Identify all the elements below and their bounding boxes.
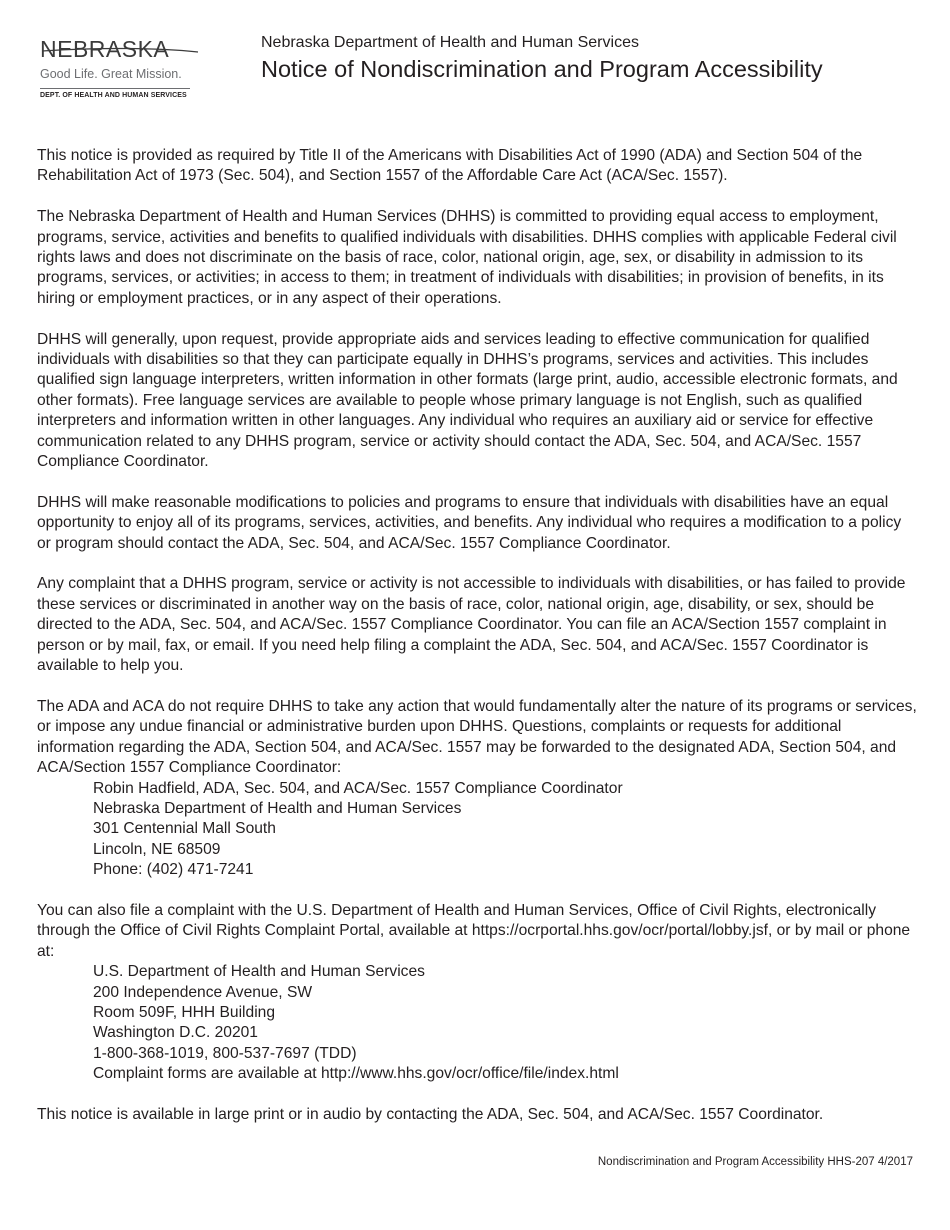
logo-divider: [40, 88, 190, 89]
logo-dept-name: DEPT. OF HEALTH AND HUMAN SERVICES: [40, 92, 187, 99]
dhhs-logo: [40, 36, 200, 99]
address-line: U.S. Department of Health and Human Services: [93, 963, 425, 981]
ocr-address: [37, 962, 917, 1084]
address-line: 200 Independence Avenue, SW: [93, 983, 313, 1001]
address-line: Room 509F, HHH Building: [93, 1003, 276, 1021]
paragraph-burden: The ADA and ACA do not require DHHS to take any action that would fundamentally alter the nature of its programs or services, or impose any undue financial or administrative burden upon DHHS. Questions, complaints or requests for additional information regarding the ADA, Section 504, and ACA/Sec. 1557 may be forwarded to the designated ADA, Section 504, and ACA/Section 1557 Compliance Coordinator:: [37, 697, 917, 777]
address-phone: Phone: (402) 471-7241: [93, 861, 254, 879]
header-department: Nebraska Department of Health and Human Services: [261, 34, 639, 51]
coordinator-address: [37, 779, 917, 881]
logo-swoosh-icon: [40, 44, 200, 58]
logo-wordmark: NEBRASKA: [40, 36, 169, 62]
complaint-forms-link: Complaint forms are available at http://www.hhs.gov/ocr/office/file/index.html: [93, 1065, 619, 1083]
address-line: 301 Centennial Mall South: [93, 820, 276, 838]
paragraph-modifications: DHHS will make reasonable modifications to policies and programs to ensure that individuals with disabilities have an equal opportunity to enjoy all of its programs, services, activities, and benefits. Any individual who requires a modification to a policy or program should contact the ADA, Sec. 504, and ACA/Sec. 1557 Compliance Coordinator.: [37, 493, 902, 552]
paragraph-closing: This notice is available in large print or in audio by contacting the ADA, Sec. 504, and ACA/Sec. 1557 Coordinator.: [37, 1105, 824, 1123]
form-footer: Nondiscrimination and Program Accessibility HHS-207 4/2017: [597, 1156, 913, 1168]
page-header: [261, 33, 823, 84]
address-line: Washington D.C. 20201: [93, 1024, 258, 1042]
paragraph-intro: This notice is provided as required by Title II of the Americans with Disabilities Act of 1990 (ADA) and Section 504 of the Rehabilitation Act of 1973 (Sec. 504), and Section 1557 of the Affordable Care Act (ACA/Sec. 1557).: [37, 147, 863, 185]
paragraph-complaints: Any complaint that a DHHS program, service or activity is not accessible to individuals with disabilities, or has failed to provide these services or discriminated in another way on the basis of race, color, national origin, age, disability, or sex, should be directed to the ADA, Sec. 504, and ACA/Sec. 1557 Compliance Coordinator. You can file an ACA/Section 1557 complaint in person or by mail, fax, or email. If you need help filing a complaint the ADA, Sec. 504, and ACA/Sec. 1557 Coordinator is available to help you.: [37, 575, 906, 675]
notice-body: [37, 146, 917, 1146]
paragraph-ocr: You can also file a complaint with the U.S. Department of Health and Human Services, Office of Civil Rights, electronically through the Office of Civil Rights Complaint Portal, available at https://ocrportal.hhs.gov/ocr/portal/lobby.jsf, or by mail or phone at:: [37, 901, 911, 960]
paragraph-commitment: The Nebraska Department of Health and Human Services (DHHS) is committed to providing equal access to employment, programs, service, activities and benefits to qualified individuals with disabilities. DHHS complies with applicable Federal civil rights laws and does not discriminate on the basis of race, color, national origin, age, sex, or disability in admission to its programs, services, or activities; in access to them; in treatment of individuals with disabilities; in provision of benefits, in its hiring or employment practices, or in any aspect of their operations.: [37, 208, 897, 307]
address-phone: 1-800-368-1019, 800-537-7697 (TDD): [93, 1044, 357, 1062]
address-line: Lincoln, NE 68509: [93, 840, 221, 858]
address-line: Robin Hadfield, ADA, Sec. 504, and ACA/Sec. 1557 Compliance Coordinator: [93, 779, 623, 797]
page-title: Notice of Nondiscrimination and Program Accessibility: [261, 56, 823, 82]
address-line: Nebraska Department of Health and Human Services: [93, 799, 462, 817]
logo-tagline: Good Life. Great Mission.: [40, 67, 182, 81]
paragraph-aids-services: DHHS will generally, upon request, provide appropriate aids and services leading to effective communication for qualified individuals with disabilities so that they can participate equally in DHHS’s programs, services and activities. This includes qualified sign language interpreters, written information in other formats (large print, audio, accessible electronic formats, and other formats). Free language services are available to people whose primary language is not English, such as qualified interpreters and information written in other languages. Any individual who requires an auxiliary aid or service for effective communication related to any DHHS program, service or activity should contact the ADA, Sec. 504, and ACA/Sec. 1557 Compliance Coordinator.: [37, 330, 898, 471]
